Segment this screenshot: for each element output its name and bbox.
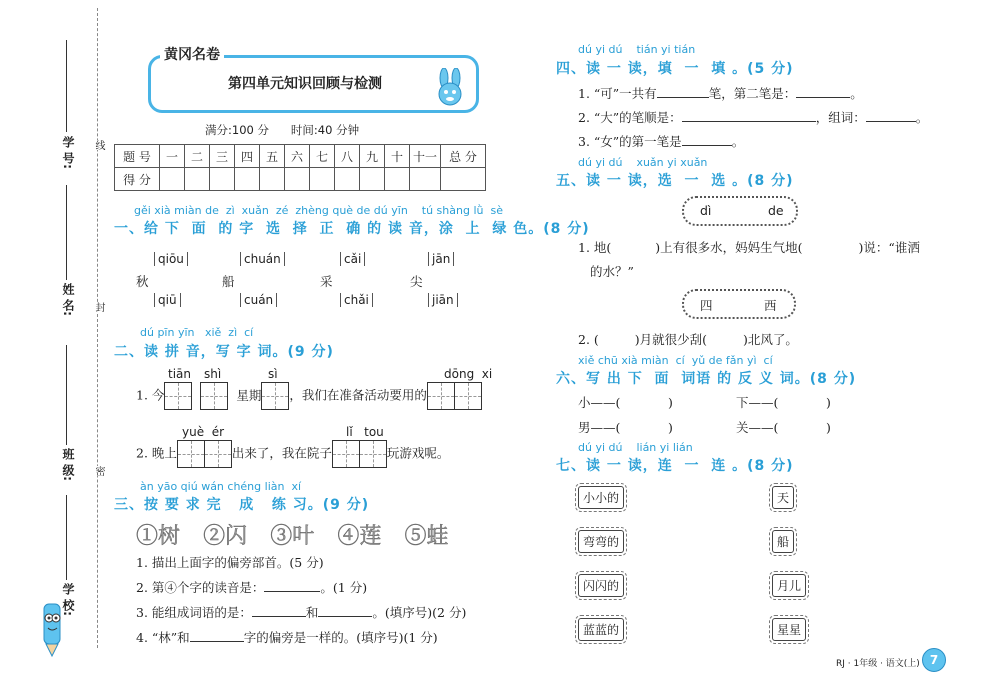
s5-q1 bbox=[578, 238, 920, 256]
score-cell[interactable] bbox=[235, 168, 260, 191]
s6-item-2[interactable]: 下——( ) bbox=[736, 395, 831, 410]
answer-blank[interactable] bbox=[682, 109, 816, 122]
match-right-4[interactable]: 星星 bbox=[772, 618, 806, 641]
table-cell: 九 bbox=[360, 145, 385, 168]
s4-title: 四、读 一 读，填 一 填 。(5 分) bbox=[556, 61, 794, 77]
writing-box-pair[interactable] bbox=[332, 440, 387, 468]
answer-blank[interactable] bbox=[866, 109, 916, 122]
writing-box-pair[interactable] bbox=[427, 382, 482, 410]
score-cell[interactable] bbox=[160, 168, 185, 191]
table-cell: 三 bbox=[210, 145, 235, 168]
score-cell[interactable] bbox=[360, 168, 385, 191]
number-blank[interactable] bbox=[66, 40, 67, 132]
score-table-score-row bbox=[115, 168, 486, 191]
s1-pinyin: gěi xià miàn de zì xuǎn zé zhèng què de dú yīn tú shàng lǜ sè bbox=[134, 204, 503, 217]
s2-q2-a: 2. 晚上 bbox=[136, 445, 177, 461]
table-cell: 七 bbox=[310, 145, 335, 168]
s3-q3-c: 。(填序号)(2 分) bbox=[372, 605, 467, 620]
s1-title: 一、给 下 面 的 字 选 择 正 确 的 读 音，涂 上 绿 色。(8 分) bbox=[114, 221, 590, 237]
match-left-3[interactable]: 闪闪的 bbox=[578, 574, 624, 597]
s5-q1-b: )上有很多水，妈妈生气地( bbox=[655, 240, 803, 255]
s3-q4 bbox=[136, 628, 438, 646]
s1-char-1: 秋 bbox=[136, 274, 149, 289]
margin-cut-line bbox=[97, 8, 98, 648]
table-cell: 得 分 bbox=[115, 168, 160, 191]
s5-pinyin: dú yi dú xuǎn yi xuǎn bbox=[578, 156, 708, 169]
name-blank[interactable] bbox=[66, 185, 67, 280]
class-label: 班 级: bbox=[61, 448, 75, 481]
s6-item-3[interactable]: 男——( ) bbox=[578, 420, 673, 435]
s6-item-1[interactable]: 小——( ) bbox=[578, 395, 673, 410]
table-cell: 十 bbox=[385, 145, 410, 168]
trace-char-1[interactable]: ①树 bbox=[136, 524, 181, 549]
s2-q2 bbox=[136, 440, 449, 468]
number-label: 学 号: bbox=[61, 136, 75, 169]
s3-q2-a: 2. 第④个字的读音是： bbox=[136, 580, 265, 595]
score-table-header-row bbox=[115, 145, 486, 168]
s4-q1-c: 。 bbox=[850, 86, 863, 101]
s1-option-1a[interactable]: qiōu bbox=[154, 252, 188, 266]
page-number-badge bbox=[922, 648, 946, 672]
table-cell: 十一 bbox=[410, 145, 441, 168]
s3-pinyin: àn yāo qiú wán chéng liàn xí bbox=[140, 480, 302, 493]
answer-blank[interactable] bbox=[264, 579, 320, 592]
class-blank[interactable] bbox=[66, 345, 67, 445]
page-title: 第四单元知识回顾与检测 bbox=[228, 76, 382, 92]
school-label: 学 校: bbox=[61, 583, 75, 616]
score-table bbox=[114, 144, 486, 191]
s5-q2-c: )北风了。 bbox=[743, 332, 798, 347]
s3-q3 bbox=[136, 603, 466, 621]
s2-q2-py-1: yuè ér bbox=[182, 425, 225, 439]
seal-line-label: 线 bbox=[93, 140, 104, 150]
s3-q1: 1. 描出上面字的偏旁部首。(5 分) bbox=[136, 555, 324, 570]
s4-q3 bbox=[578, 132, 744, 150]
pencil-mascot-icon bbox=[38, 598, 66, 658]
table-cell: 八 bbox=[335, 145, 360, 168]
writing-box[interactable] bbox=[164, 382, 192, 410]
s4-q2 bbox=[578, 108, 928, 126]
s3-q3-b: 和 bbox=[305, 605, 319, 620]
s5-q1-c: )说：“谁洒 bbox=[858, 240, 920, 255]
answer-blank[interactable] bbox=[657, 85, 709, 98]
rabbit-mascot-icon bbox=[428, 68, 472, 116]
school-blank[interactable] bbox=[66, 495, 67, 580]
s2-q1 bbox=[136, 382, 482, 410]
s5-opt2-a: 四 bbox=[700, 298, 713, 313]
s5-options-1 bbox=[682, 196, 798, 226]
s3-q4-b: 字的偏旁是一样的。(填序号)(1 分) bbox=[243, 630, 438, 645]
score-cell[interactable] bbox=[185, 168, 210, 191]
s1-option-1b[interactable]: qiū bbox=[154, 293, 181, 307]
s3-q4-a: 4. “林”和 bbox=[136, 630, 190, 645]
answer-blank[interactable] bbox=[252, 604, 306, 617]
s5-options-2 bbox=[682, 289, 796, 319]
s5-opt1-a: dì bbox=[700, 203, 712, 218]
answer-blank[interactable] bbox=[318, 604, 372, 617]
match-left-4[interactable]: 蓝蓝的 bbox=[578, 618, 624, 641]
s5-q2-a: 2. ( bbox=[578, 332, 599, 347]
answer-blank[interactable] bbox=[190, 629, 244, 642]
s2-q1-py-4: dōng xi bbox=[444, 367, 493, 381]
s5-q1-d: 的水？” bbox=[590, 264, 634, 279]
table-cell: 二 bbox=[185, 145, 210, 168]
s3-q2 bbox=[136, 578, 367, 596]
score-cell[interactable] bbox=[335, 168, 360, 191]
page-number: 7 bbox=[929, 653, 939, 667]
s2-q1-b: 星期 bbox=[236, 387, 262, 403]
score-cell[interactable] bbox=[210, 168, 235, 191]
score-cell[interactable] bbox=[441, 168, 486, 191]
s4-q3-b: 。 bbox=[731, 134, 745, 149]
brand-logo-text: 黄冈名卷 bbox=[164, 47, 220, 63]
s5-q2-b: )月就很少刮( bbox=[634, 332, 708, 347]
score-cell[interactable] bbox=[260, 168, 285, 191]
s1-option-3b[interactable]: chǎi bbox=[340, 293, 373, 307]
s1-option-3a[interactable]: cǎi bbox=[340, 252, 365, 266]
s1-option-2a[interactable]: chuán bbox=[240, 252, 285, 266]
answer-blank[interactable] bbox=[682, 133, 732, 146]
trace-char-2[interactable]: ②闪 bbox=[203, 524, 248, 549]
s1-char-4: 尖 bbox=[410, 274, 423, 289]
s5-opt1-b: de bbox=[768, 203, 784, 218]
score-cell[interactable] bbox=[285, 168, 310, 191]
match-left-1[interactable]: 小小的 bbox=[578, 486, 624, 509]
match-left-2[interactable]: 弯弯的 bbox=[578, 530, 624, 553]
s1-option-4a[interactable]: jān bbox=[428, 252, 454, 266]
s2-q1-a: 1. 今 bbox=[136, 387, 165, 403]
writing-box-pair[interactable] bbox=[177, 440, 232, 468]
trace-char-3[interactable]: ③叶 bbox=[270, 524, 315, 549]
writing-box[interactable] bbox=[200, 382, 228, 410]
s2-pinyin: dú pīn yīn xiě zì cí bbox=[140, 326, 254, 339]
s4-q2-c: 。 bbox=[915, 110, 929, 125]
answer-blank[interactable] bbox=[796, 85, 850, 98]
s1-option-4b[interactable]: jiān bbox=[428, 293, 458, 307]
s4-q2-a: 2. “大”的笔顺是： bbox=[578, 110, 682, 125]
table-cell: 六 bbox=[285, 145, 310, 168]
s5-q2 bbox=[578, 330, 798, 348]
table-cell: 四 bbox=[235, 145, 260, 168]
s4-q3-a: 3. “女”的第一笔是 bbox=[578, 134, 682, 149]
s2-title: 二、读 拼 音，写 字 词。(9 分) bbox=[114, 344, 334, 360]
s7-pinyin: dú yi dú lián yi lián bbox=[578, 441, 693, 454]
score-cell[interactable] bbox=[385, 168, 410, 191]
match-right-1[interactable]: 天 bbox=[772, 486, 794, 509]
s6-title: 六、写 出 下 面 词语 的 反 义 词。(8 分) bbox=[556, 371, 857, 387]
s5-q1-a: 1. 地( bbox=[578, 240, 612, 255]
match-right-3[interactable]: 月儿 bbox=[772, 574, 806, 597]
score-cell[interactable] bbox=[410, 168, 441, 191]
s5-title: 五、读 一 读，选 一 选 。(8 分) bbox=[556, 173, 794, 189]
s4-q1-b: 笔，第二笔是： bbox=[708, 86, 797, 101]
s2-q2-b: 出来了，我在院子 bbox=[231, 445, 332, 461]
s1-char-2: 船 bbox=[222, 274, 235, 289]
s6-item-4[interactable]: 关——( ) bbox=[736, 420, 831, 435]
s2-q1-py-3: sì bbox=[268, 367, 278, 381]
trace-char-5[interactable]: ⑤蛙 bbox=[404, 524, 449, 549]
seal-feng-label: 封 bbox=[93, 302, 104, 312]
name-label: 姓 名: bbox=[61, 283, 75, 316]
s4-q1-a: 1. “可”一共有 bbox=[578, 86, 657, 101]
exam-meta: 满分:100 分 时间:40 分钟 bbox=[205, 123, 360, 137]
s1-option-2b[interactable]: cuán bbox=[240, 293, 277, 307]
s2-q1-py-1: tiān bbox=[168, 367, 191, 381]
table-cell: 总 分 bbox=[441, 145, 486, 168]
s2-q1-py-2: shì bbox=[204, 367, 222, 381]
score-cell[interactable] bbox=[310, 168, 335, 191]
writing-box[interactable] bbox=[261, 382, 289, 410]
s4-pinyin: dú yi dú tián yi tián bbox=[578, 43, 696, 56]
s3-title: 三、按 要 求 完 成 练 习。(9 分) bbox=[114, 497, 370, 513]
s3-q2-b: 。(1 分) bbox=[320, 580, 368, 595]
s3-char-list bbox=[136, 519, 448, 550]
seal-mi-label: 密 bbox=[93, 466, 104, 476]
s1-char-3: 采 bbox=[320, 274, 333, 289]
table-cell: 一 bbox=[160, 145, 185, 168]
footer-text: RJ · 1年级 · 语文(上) bbox=[836, 659, 920, 669]
s5-opt2-b: 西 bbox=[764, 298, 777, 313]
s6-pinyin: xiě chū xià miàn cí yǔ de fǎn yì cí bbox=[578, 354, 773, 367]
s4-q2-b: ，组词： bbox=[815, 110, 866, 125]
trace-char-4[interactable]: ④莲 bbox=[337, 524, 382, 549]
table-cell: 五 bbox=[260, 145, 285, 168]
s2-q1-c: ，我们在准备活动要用的 bbox=[289, 387, 427, 403]
match-right-2[interactable]: 船 bbox=[772, 530, 794, 553]
s2-q2-c: 玩游戏呢。 bbox=[386, 445, 450, 461]
s7-title: 七、读 一 读，连 一 连 。(8 分) bbox=[556, 458, 794, 474]
s2-q2-py-2: lǐ tou bbox=[346, 425, 384, 439]
s3-q3-a: 3. 能组成词语的是： bbox=[136, 605, 252, 620]
brand-logo bbox=[160, 44, 224, 64]
s4-q1 bbox=[578, 84, 863, 102]
table-cell: 题 号 bbox=[115, 145, 160, 168]
